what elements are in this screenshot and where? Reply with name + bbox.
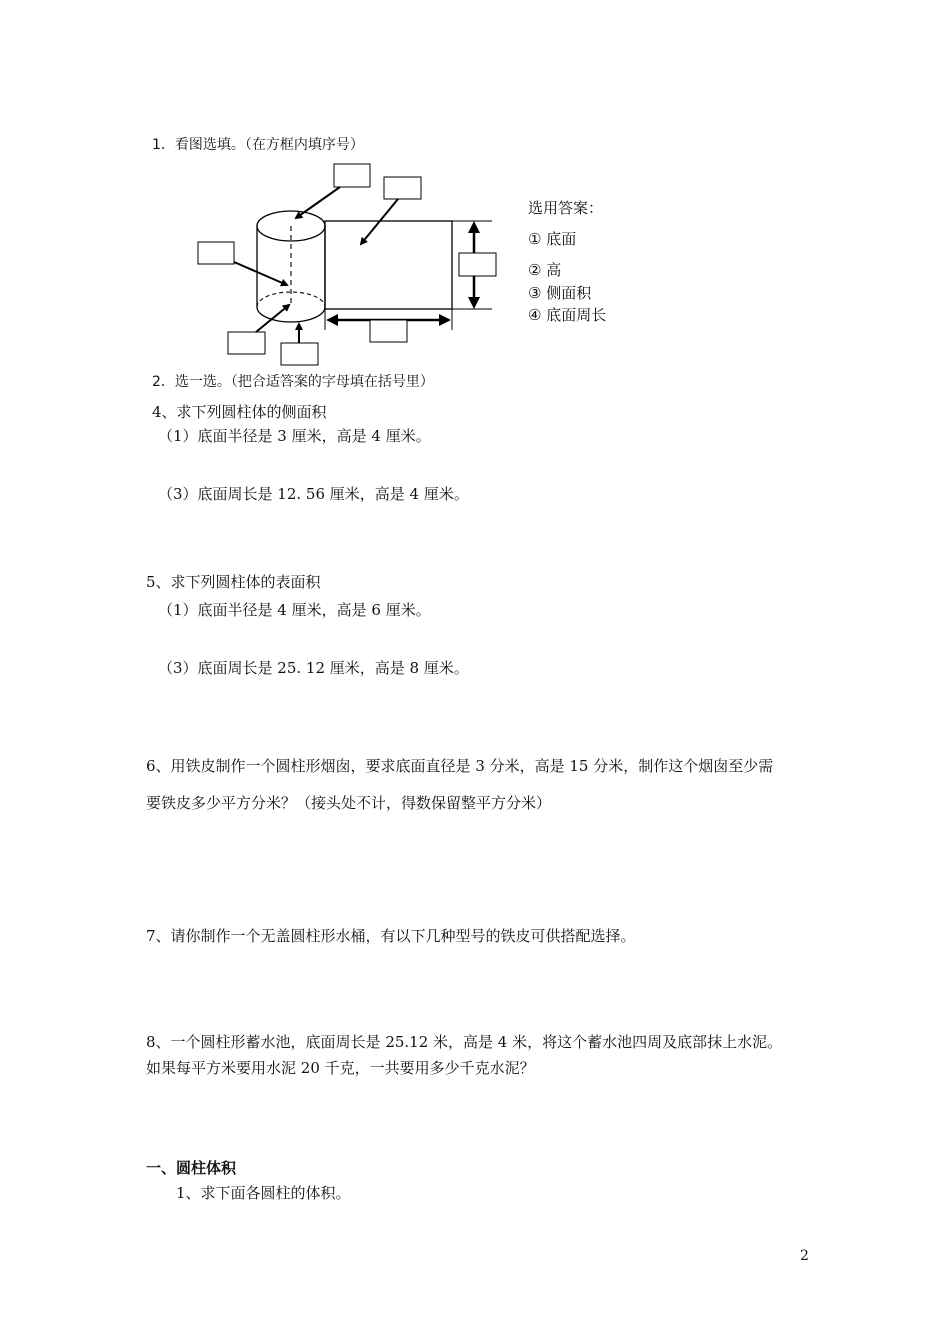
q1-options-heading: 选用答案： xyxy=(528,199,604,217)
page-number: 2 xyxy=(800,1248,809,1264)
q4-item-1: （1）底面半径是 3 厘米，高是 4 厘米。 xyxy=(158,427,431,445)
cylinder-shape xyxy=(257,211,325,322)
answer-box-bottom[interactable] xyxy=(281,343,318,365)
q8-line-1: 8、一个圆柱形蓄水池，底面周长是 25.12 米，高是 4 米，将这个蓄水池四周及底部抹上水泥。 xyxy=(146,1033,783,1051)
q4-item-3: （3）底面周长是 12. 56 厘米，高是 4 厘米。 xyxy=(158,485,469,503)
q6-line-2: 要铁皮多少平方分米？（接头处不计，得数保留整平方分米） xyxy=(146,794,552,812)
q1-option-3: ③ 侧面积 xyxy=(528,284,592,302)
answer-box-left[interactable] xyxy=(198,242,234,264)
section-heading: 一、圆柱体积 xyxy=(146,1159,237,1177)
q1-option-2: ② 高 xyxy=(528,261,562,279)
q5-item-3: （3）底面周长是 25. 12 厘米，高是 8 厘米。 xyxy=(158,659,469,677)
unrolled-rectangle xyxy=(325,221,452,309)
answer-box-width[interactable] xyxy=(370,320,407,342)
q5-item-1: （1）底面半径是 4 厘米，高是 6 厘米。 xyxy=(158,601,431,619)
q5-title: 5、求下列圆柱体的表面积 xyxy=(146,573,321,591)
q1-title: 1．看图选填。（在方框内填序号） xyxy=(152,137,364,153)
q7-text: 7、请你制作一个无盖圆柱形水桶，有以下几种型号的铁皮可供搭配选择。 xyxy=(146,927,636,945)
section-q1: 1、求下面各圆柱的体积。 xyxy=(176,1184,351,1202)
q1-option-4: ④ 底面周长 xyxy=(528,306,607,324)
q6-line-1: 6、用铁皮制作一个圆柱形烟囱，要求底面直径是 3 分米，高是 15 分米，制作这个烟囱至少需 xyxy=(146,757,774,775)
answer-box-height[interactable] xyxy=(459,253,496,276)
answer-box-top-a[interactable] xyxy=(334,164,370,187)
answer-box-top-b[interactable] xyxy=(384,177,421,199)
q8-line-2: 如果每平方米要用水泥 20 千克，一共要用多少千克水泥？ xyxy=(146,1059,535,1077)
answer-box-bottom-left[interactable] xyxy=(228,332,265,354)
q4-title: 4、求下列圆柱体的侧面积 xyxy=(152,403,327,421)
q2-title: 2．选一选。（把合适答案的字母填在括号里） xyxy=(152,374,434,390)
q1-option-1: ① 底面 xyxy=(528,230,577,248)
